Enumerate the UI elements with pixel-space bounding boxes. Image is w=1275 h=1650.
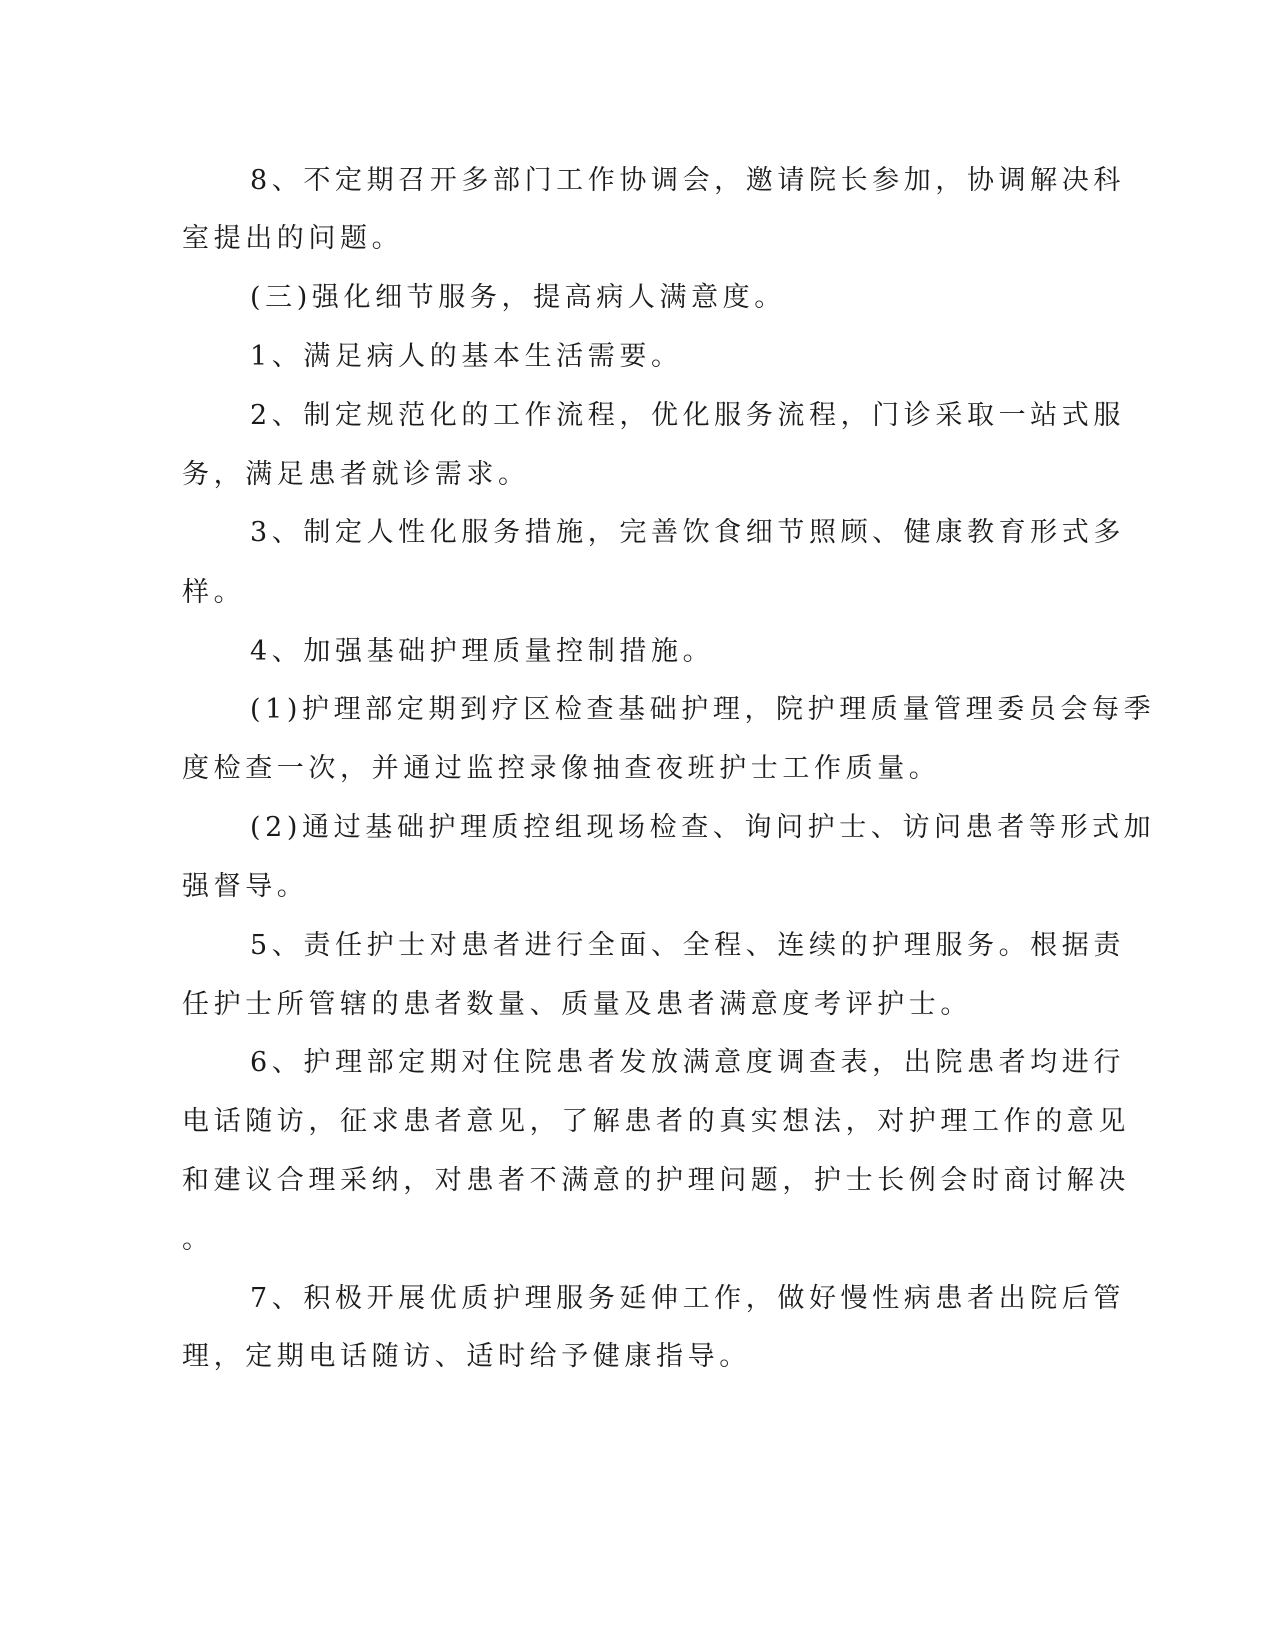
- paragraph-line: 理，定期电话随访、适时给予健康指导。: [182, 1341, 751, 1372]
- paragraph-line: 室提出的问题。: [182, 223, 404, 254]
- paragraph-line: 务，满足患者就诊需求。: [182, 459, 530, 490]
- paragraph-line: (2)通过基础护理质控组现场检查、询问护士、访问患者等形式加: [250, 812, 1156, 843]
- paragraph-line: 电话随访，征求患者意见，了解患者的真实想法，对护理工作的意见: [182, 1106, 1130, 1137]
- paragraph-line: 6、护理部定期对住院患者发放满意度调查表，出院患者均进行: [250, 1047, 1125, 1078]
- paragraph-line: 强督导。: [182, 871, 309, 902]
- paragraph-line: 5、责任护士对患者进行全面、全程、连续的护理服务。根据责: [250, 930, 1125, 961]
- paragraph-line: 3、制定人性化服务措施，完善饮食细节照顾、健康教育形式多: [250, 517, 1125, 548]
- section-heading: (三)强化细节服务，提高病人满意度。: [250, 282, 786, 313]
- paragraph-line: 样。: [182, 577, 246, 608]
- paragraph-line: 7、积极开展优质护理服务延伸工作，做好慢性病患者出院后管: [250, 1283, 1125, 1314]
- paragraph-line: 8、不定期召开多部门工作协调会，邀请院长参加，协调解决科: [250, 165, 1125, 196]
- paragraph-line: 度检查一次，并通过监控录像抽查夜班护士工作质量。: [182, 753, 941, 784]
- paragraph-line: 和建议合理采纳，对患者不满意的护理问题，护士长例会时商讨解决: [182, 1165, 1130, 1196]
- paragraph-line: 1、满足病人的基本生活需要。: [250, 341, 683, 372]
- paragraph-line: (1)护理部定期到疗区检查基础护理，院护理质量管理委员会每季: [250, 694, 1156, 725]
- paragraph-line: 。: [182, 1224, 214, 1255]
- paragraph-line: 4、加强基础护理质量控制措施。: [250, 636, 715, 667]
- paragraph-line: 2、制定规范化的工作流程，优化服务流程，门诊采取一站式服: [250, 400, 1125, 431]
- paragraph-line: 任护士所管辖的患者数量、质量及患者满意度考评护士。: [182, 989, 972, 1020]
